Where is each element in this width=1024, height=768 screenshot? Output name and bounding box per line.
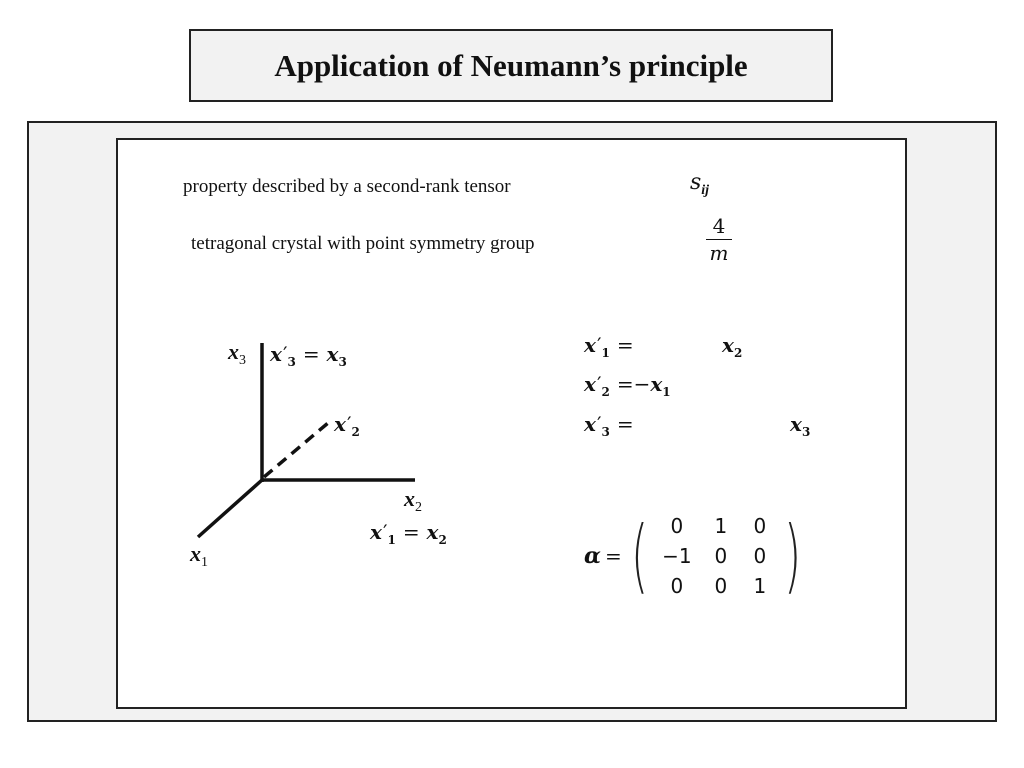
axis-x2-label: $x_2$ [404, 486, 422, 515]
alpha-symbol: α [584, 543, 601, 569]
matrix-cell: 0 [714, 574, 728, 598]
intro-line-tensor: property described by a second-rank tensor [183, 176, 511, 197]
equation-row-3-rhs: $x_3$ [790, 412, 811, 439]
right-paren: ) [783, 509, 802, 602]
x2-prime-label: $x'_2$ [334, 412, 360, 439]
equation-row-1: $x'_1$ = [584, 333, 634, 360]
matrix-grid [655, 512, 777, 600]
matrix-cell: 0 [670, 574, 684, 598]
matrix-cell: 1 [714, 514, 728, 538]
matrix-equals: = [604, 544, 622, 568]
equation-row-3: $x'_3$ = [584, 412, 634, 439]
equation-row-1-rhs: $x_2$ [722, 333, 743, 360]
matrix-cell: −1 [662, 544, 692, 568]
axis-x2-prime-line [264, 423, 328, 477]
matrix-cell: 0 [753, 544, 767, 568]
x3-prime-equals-x3: $x'_3 = x_3$ [270, 342, 347, 369]
intro-line-crystal: tetragonal crystal with point symmetry group [191, 233, 535, 254]
page-title: Application of Neumann’s principle [274, 47, 748, 83]
tensor-symbol: sij [690, 170, 710, 198]
matrix-cell: 0 [670, 514, 684, 538]
matrix-cell: 0 [714, 544, 728, 568]
matrix-cell: 1 [753, 574, 767, 598]
axis-x1-line [198, 480, 262, 537]
point-group-numerator: 4 [712, 214, 726, 238]
equation-row-2: $x'_2 =-x_1$ [584, 372, 671, 399]
point-group-denominator: m [709, 241, 729, 265]
x1-prime-equals-x2: $x'_1 = x_2$ [370, 520, 447, 547]
alpha-matrix [584, 509, 808, 602]
left-paren: ( [630, 509, 648, 602]
axis-x3-label: $x_3$ [228, 339, 246, 368]
axis-x1-label: $x_1$ [190, 541, 208, 570]
matrix-cell: 0 [753, 514, 767, 538]
